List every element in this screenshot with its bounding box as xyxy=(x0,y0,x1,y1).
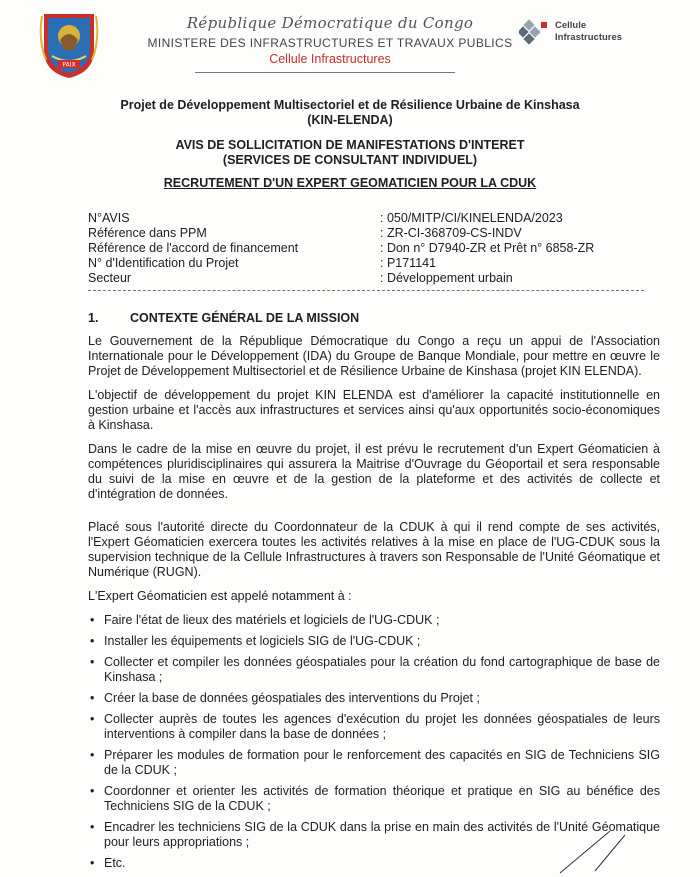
notice-info-table xyxy=(88,211,648,286)
recruitment-title: RECRUTEMENT D'UN EXPERT GEOMATICIEN POUR LA CDUK xyxy=(163,176,537,190)
republic-name: République Démocratique du Congo xyxy=(186,14,474,32)
list-item: • Créer la base de données géospatiales des interventions du Projet ; xyxy=(88,691,660,706)
info-row: Référence dans PPM : ZR-CI-368709-CS-INDV xyxy=(88,226,522,240)
svg-text:PAIX: PAIX xyxy=(62,61,76,69)
paragraph: Le Gouvernement de la République Démocratique du Congo a reçu un appui de l'Association Internationale pour le Développement (IDA) du Groupe de Banque Mondiale, pour mettre en œuvre le Projet de Développement Multisectoriel et de Résilience Urbaine de Kinshasa (projet KIN ELENDA). xyxy=(88,334,660,378)
signature-mark-icon xyxy=(555,825,645,875)
info-row: N°AVIS : 050/MITP/CI/KINELENDA/2023 xyxy=(88,211,563,225)
paragraph: L'Expert Géomaticien est appelé notamment à : xyxy=(88,589,352,603)
coat-of-arms-icon xyxy=(38,10,100,80)
paragraph: Placé sous l'autorité directe du Coordonnateur de la CDUK à qui il rend compte de ses activités, l'Expert Géomaticien exercera toutes les activités relatives à la mise en place de l'UG-CDUK sous la supervision technique de la Cellule Infrastructures à travers son Responsable de l'Unité Géomatique et Numérique (RUGN). xyxy=(88,520,660,579)
list-item: • Collecter auprès de toutes les agences d'exécution du projet les données géospatiales de leurs interventions à compiler dans la base de données ; xyxy=(88,712,660,742)
notice-title: AVIS DE SOLLICITATION DE MANIFESTATIONS D'INTERET (SERVICES DE CONSULTANT INDIVIDUEL) xyxy=(175,138,525,167)
info-row: Secteur : Développement urbain xyxy=(88,271,513,285)
project-title: Projet de Développement Multisectoriel et de Résilience Urbaine de Kinshasa (KIN-ELENDA) xyxy=(120,98,580,127)
cellule-logo-text: Cellule Infrastructures xyxy=(555,20,623,43)
header-divider xyxy=(195,72,455,73)
list-item: • Collecter et compiler les données géospatiales pour la création du fond cartographique de base de Kinshasa ; xyxy=(88,655,660,685)
info-row: Référence de l'accord de financement : Don n° D7940-ZR et Prêt n° 6858-ZR xyxy=(88,241,595,255)
list-item: • Etc. xyxy=(88,856,660,871)
paragraph: L'objectif de développement du projet KIN ELENDA est d'améliorer la capacité institutionnelle en gestion urbaine et l'accès aux infrastructures et services ainsi qu'aux opportunités socio-économiques à Kinshasa. xyxy=(88,388,660,432)
section-body xyxy=(88,334,660,877)
letterhead xyxy=(140,14,520,66)
section-heading: 1. CONTEXTE GÉNÉRAL DE LA MISSION xyxy=(88,311,360,325)
list-item: • Coordonner et orienter les activités de formation théorique et pratique en SIG au bénéfice des Techniciens SIG de la CDUK ; xyxy=(88,784,660,814)
list-item: • Encadrer les techniciens SIG de la CDUK dans la prise en main des activités de l'Unité Géomatique pour leurs appropriations ; xyxy=(88,820,660,850)
list-item: • Préparer les modules de formation pour le renforcement des capacités en SIG de Techniciens SIG de la CDUK ; xyxy=(88,748,660,778)
ministry-name: MINISTERE DES INFRASTRUCTURES ET TRAVAUX PUBLICS xyxy=(147,36,513,50)
cellule-name: Cellule Infrastructures xyxy=(269,52,391,66)
list-item: • Installer les équipements et logiciels SIG de l'UG-CDUK ; xyxy=(88,634,660,649)
info-row: N° d'Identification du Projet : P171141 xyxy=(88,256,437,270)
section-divider xyxy=(88,290,644,291)
paragraph: Dans le cadre de la mise en œuvre du projet, il est prévu le recrutement d'un Expert Géomaticien à compétences pluridisciplinaires qui assurera la Maitrise d'Ouvrage du Géoportail et sera responsable du suivi de la mise en œuvre et de la gestion de la plateforme et des activités de collecte et d'intégration de données. xyxy=(88,442,660,501)
list-item: • Faire l'état de lieux des matériels et logiciels de l'UG-CDUK ; xyxy=(88,613,660,628)
